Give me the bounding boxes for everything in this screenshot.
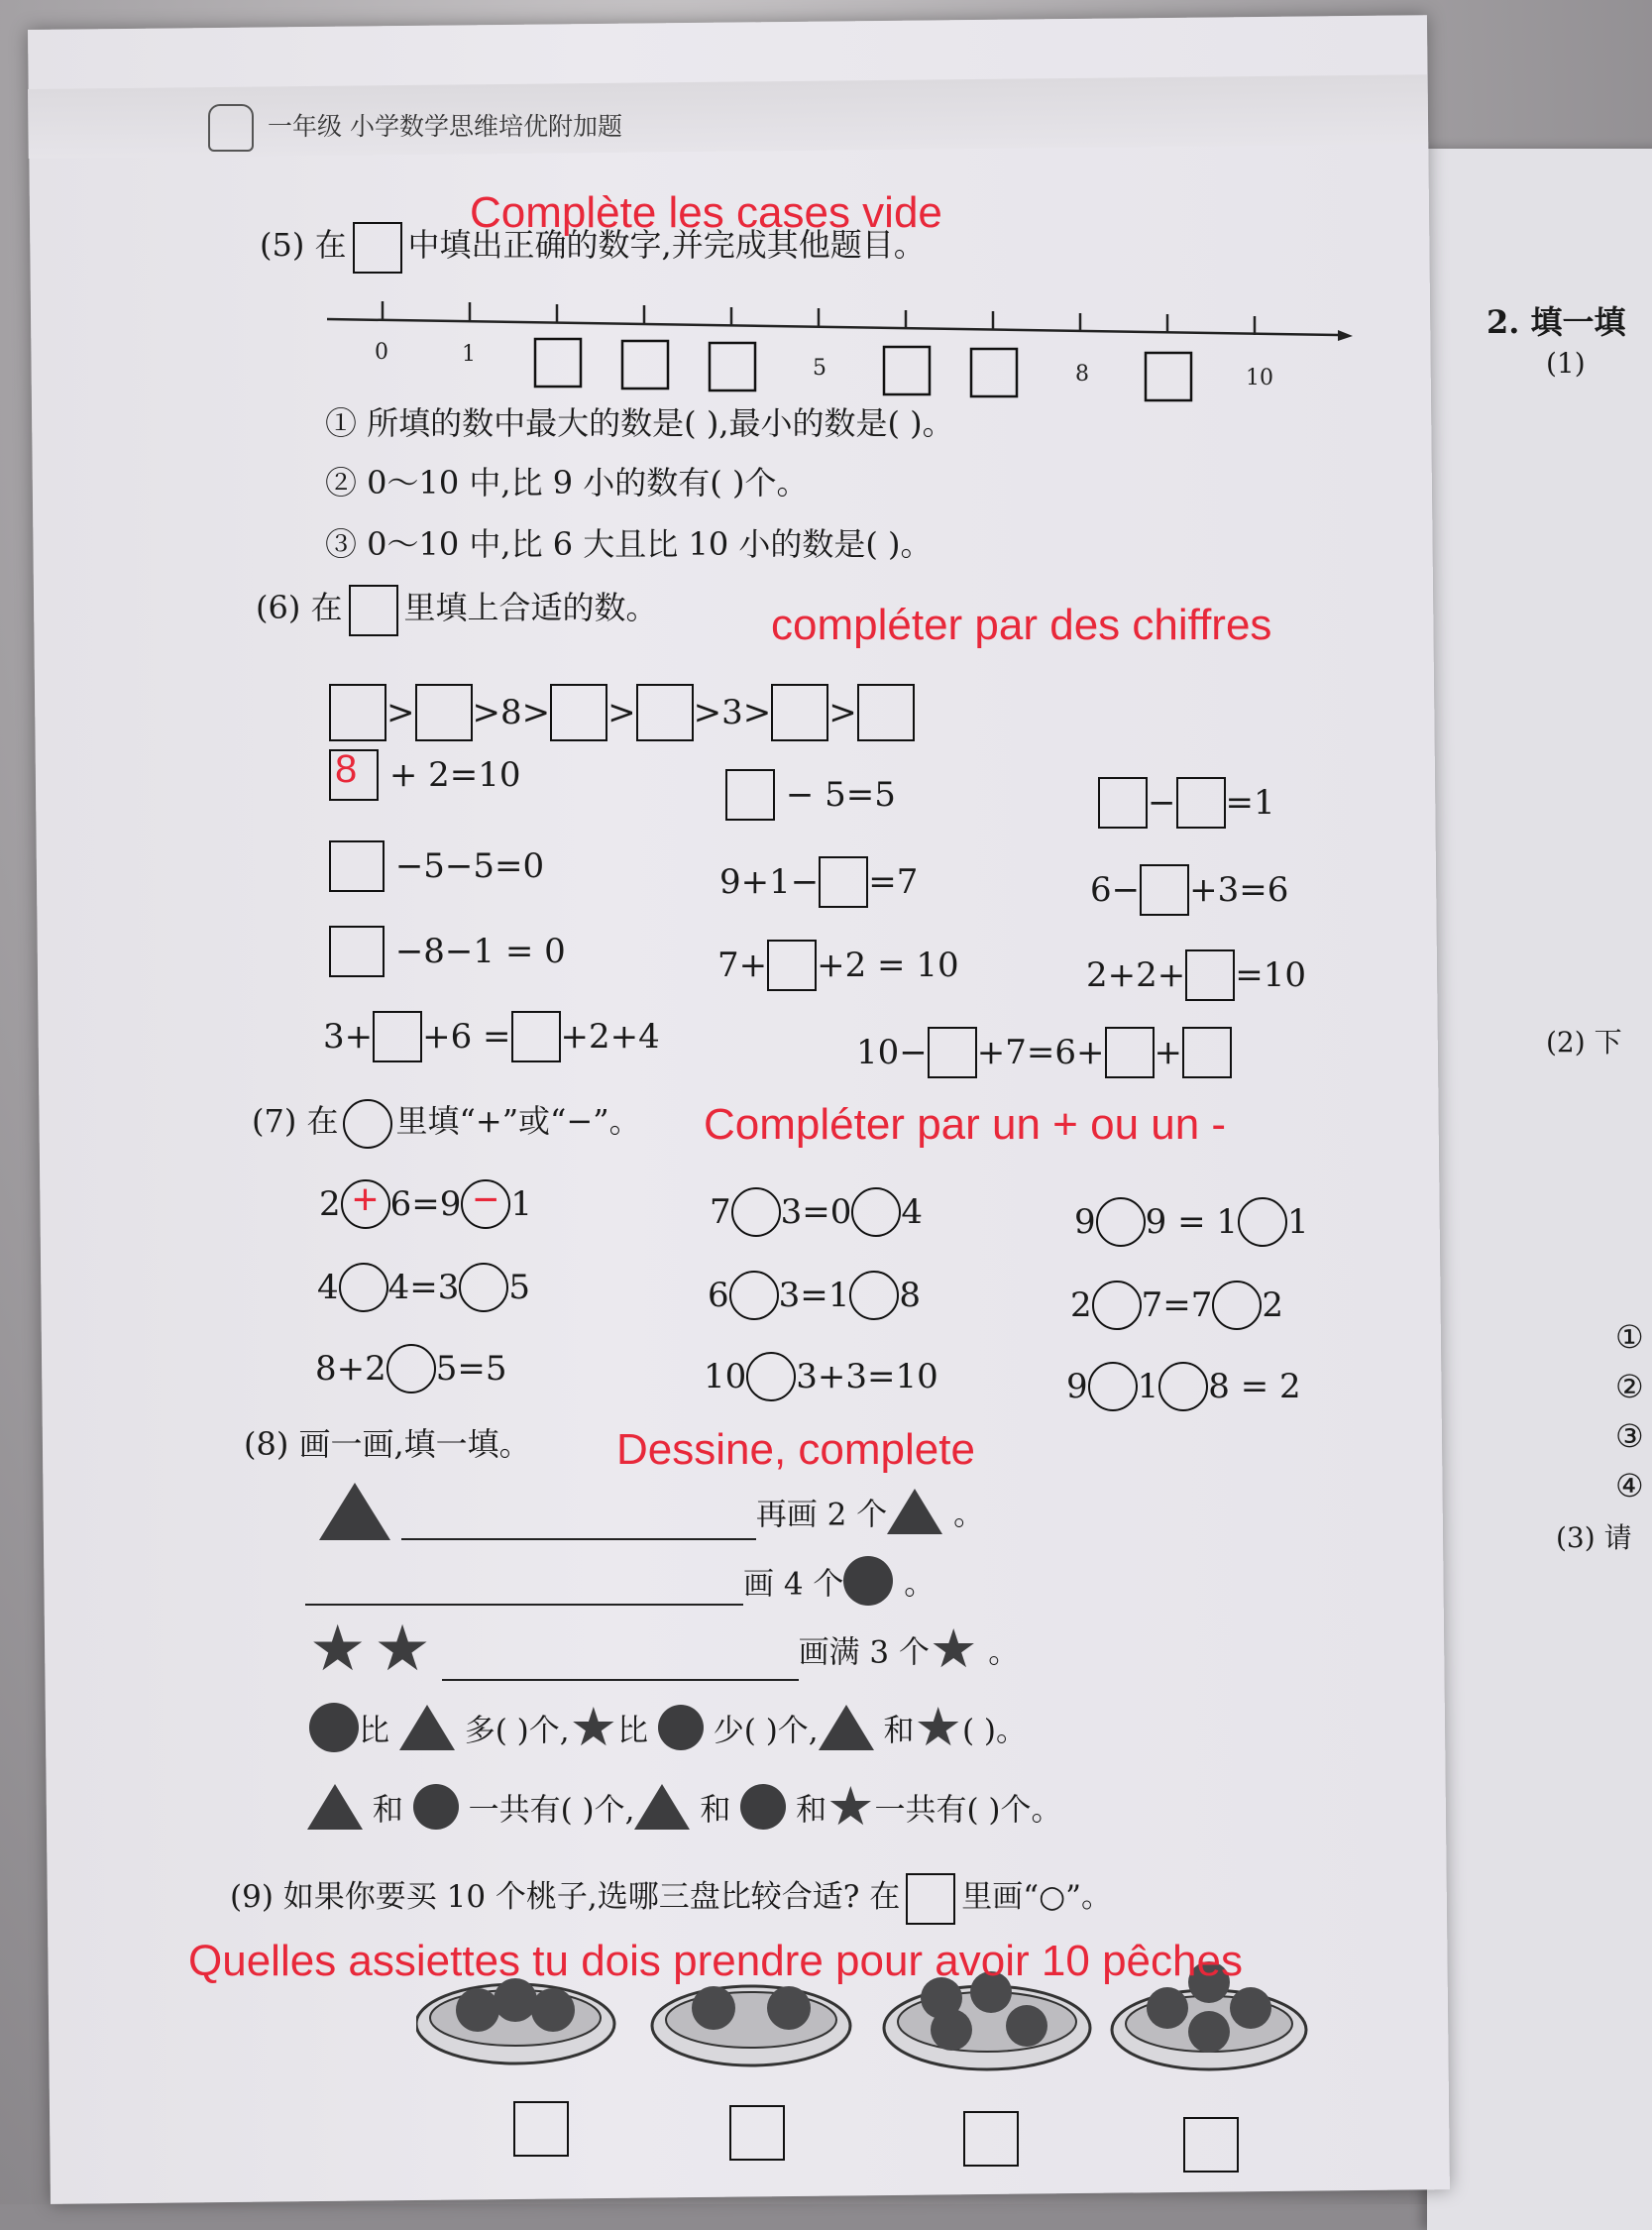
equation-text: 9+1− [719,862,820,902]
q9-prompt [230,1871,1112,1925]
draw-line-1 [319,1483,984,1540]
q6-instruction: 里填上合适的数。 [403,589,658,626]
equation-6 [1090,864,1288,916]
sign-circle[interactable] [731,1187,781,1237]
peach-icon [1188,2011,1230,2053]
line-box-6[interactable] [884,347,930,394]
answer-box[interactable] [857,684,915,741]
q5-prompt [260,220,926,274]
eq-text: 7 [710,1192,731,1232]
draw-line-3 [309,1613,1020,1686]
sign-circle[interactable] [1092,1281,1142,1330]
text: 和 [700,1792,731,1829]
equation-text: 6− [1090,870,1141,910]
example-circle [343,1099,392,1149]
equation-3 [1098,777,1275,829]
answer-box[interactable] [636,684,694,741]
plate-3-box[interactable] [963,2111,1019,2167]
answer-box[interactable] [415,684,473,741]
triangle-icon [887,1489,942,1534]
annotation-q6: compléter par des chiffres [771,601,1272,649]
equation-text: 7+ [717,946,768,985]
right-page-sub2: (2) 下 [1546,1026,1622,1059]
sign-circle[interactable] [339,1263,388,1312]
text: 和 [883,1713,915,1749]
answer-box[interactable] [771,684,828,741]
q7-prompt [252,1096,641,1149]
circle-icon [309,1703,359,1752]
eq-text: 3=0 [780,1192,852,1232]
peach-icon [456,1988,499,2032]
gt-sign: > [828,693,857,732]
right-q-title: 填一填 [1530,303,1626,341]
equation-text: =10 [1235,955,1307,995]
equation-5 [719,856,918,908]
book-header [208,104,622,152]
text: 一共有( )个, [468,1792,635,1829]
peach-icon [931,2009,972,2051]
number-line-arrow [1338,330,1353,341]
answer-box-filled[interactable] [329,749,379,801]
eq-text: 2 [1070,1285,1092,1325]
compare-line-1 [309,1696,1027,1758]
right-page-q2 [1487,297,1626,343]
right-mark-2: ② [1615,1368,1644,1405]
q6-prompt [256,583,658,636]
right-mark-1: ① [1615,1318,1644,1356]
eq-text: 2 [319,1184,341,1224]
gt-sign: > [693,693,722,732]
annotation-q9: Quelles assiettes tu dois prendre pour avoir 10 pêches [188,1937,1243,1985]
right-page-sub3: (3) 请 [1556,1521,1632,1554]
q8-number: (8) [244,1425,289,1463]
peach-icon [1006,2005,1047,2047]
sign-circle[interactable] [1158,1362,1208,1411]
text: 多( )个, [464,1713,570,1749]
tick-label-10: 10 [1246,366,1273,390]
equation-1 [329,749,521,801]
number-3: 3 [721,693,743,732]
triangle-icon [399,1705,455,1750]
eq-text: 9 = 1 [1145,1202,1239,1242]
triangle-icon [319,1483,390,1540]
line-box-2[interactable] [535,339,581,387]
eq-text: 5=5 [435,1349,507,1389]
eq-text: 6=9 [389,1184,462,1224]
gt-sign: > [472,693,500,732]
gt-sign: > [607,693,636,732]
annotation-q5: Complète les cases vide [470,188,942,237]
eq-text: 3=1 [778,1276,850,1315]
answer-box[interactable] [767,940,817,991]
right-q-number: 2. [1487,303,1520,341]
eq-text: 1 [1287,1202,1309,1242]
period: 。 [904,1566,936,1603]
instruction-text: 再画 2 个 [755,1497,888,1533]
answer-box[interactable] [819,856,868,908]
sign-circle[interactable] [1212,1281,1262,1330]
example-box [906,1873,955,1925]
eq-text: 8 = 2 [1208,1367,1301,1406]
tick-label-0: 0 [375,340,388,365]
sign-circle[interactable] [1238,1197,1287,1247]
answer-box[interactable] [329,926,385,977]
instruction-text: 画满 3 个 [798,1634,930,1671]
q5-instruction: 中填出正确的数字,并完成其他题目。 [407,226,926,264]
answer-box[interactable] [511,1011,561,1062]
circle-icon [740,1784,786,1830]
triangle-icon [307,1784,363,1830]
eq-text: 9 [1066,1367,1088,1406]
answer-box[interactable] [550,684,607,741]
plate-2-box[interactable] [729,2105,785,2161]
example-box [353,222,402,274]
peach-icon [692,1986,735,2030]
star-icon: ★ [826,1775,875,1838]
q5-sub2: ② 0～10 中,比 9 小的数有( )个。 [325,464,809,502]
inequality-chain [329,684,915,741]
plate-2 [652,1986,850,2065]
eq-text: 10 [704,1357,747,1396]
number-8: 8 [500,693,522,732]
eq-text: 6 [708,1276,729,1315]
answer-box[interactable] [1140,864,1189,916]
equation-text: −5−5=0 [394,846,545,886]
star-icon: ★ [930,1617,978,1680]
answer-box[interactable] [1183,2117,1239,2173]
annotation-q7: Compléter par un + ou un - [704,1100,1227,1149]
star-icon: ★ [374,1613,431,1686]
star-icon: ★ [309,1613,367,1686]
equation-text: 10− [856,1033,928,1072]
equation-text: + 2=10 [388,755,521,795]
plate-1-box[interactable] [513,2101,569,2157]
equation-text: 2+2+ [1086,955,1186,995]
eq-text: 1 [1137,1367,1159,1406]
equation-text: =1 [1225,783,1275,823]
period: 。 [988,1634,1020,1671]
sign-circle-filled[interactable] [341,1175,390,1229]
q9-text: 如果你要买 10 个桃子,选哪三盘比较合适? 在 [282,1879,901,1915]
q5-sub3: ③ 0～10 中,比 6 大且比 10 小的数是( )。 [325,525,933,563]
eq-text: 8+2 [315,1349,386,1389]
sign-circle[interactable] [1088,1362,1138,1411]
plate-4-box[interactable] [1183,2117,1239,2173]
text: 和 [372,1792,403,1829]
instruction-text: 画 4 个 [743,1566,844,1603]
equation-7 [329,926,566,977]
q9-instruction: 里画“○”。 [961,1879,1113,1915]
handwritten-plus: + [352,1175,379,1224]
circle-icon [658,1705,704,1750]
line-box-7[interactable] [971,349,1017,396]
number-line-axis [327,319,1338,335]
example-box [349,585,398,636]
equation-text: 3+ [323,1017,374,1057]
equation-text: +7=6+ [976,1033,1105,1072]
tick-label-1: 1 [462,342,476,367]
equation-text: +2 = 10 [817,946,959,985]
q7-number: (7) [252,1102,297,1140]
star-icon: ★ [569,1696,618,1758]
answer-box[interactable] [928,1027,977,1078]
equation-11 [856,1027,1232,1078]
backpack-icon [208,104,254,152]
sign-circle[interactable] [851,1187,901,1237]
circle-icon [843,1556,893,1606]
equation-text: +2+4 [560,1017,660,1057]
header-title: 一年级 小学数学思维培优附加题 [268,112,622,141]
q6-pre: 在 [310,589,343,626]
eq-text: 1 [510,1184,533,1224]
equation-text: + [1154,1033,1182,1072]
text: ( )。 [961,1713,1027,1749]
answer-box[interactable] [1185,949,1235,1001]
peach-icon [531,1988,575,2032]
answer-box[interactable] [963,2111,1019,2167]
answer-box[interactable] [1176,777,1226,829]
equation-text: − 5=5 [785,775,896,815]
equation-10 [323,1011,660,1062]
answer-box[interactable] [513,2101,569,2157]
annotation-q8: Dessine, complete [616,1425,975,1474]
sign-eq-4 [317,1263,530,1312]
plate-1 [416,1978,614,2063]
drawing-line[interactable] [401,1503,756,1540]
sign-eq-3 [1074,1197,1309,1247]
equation-9 [1086,949,1306,1001]
eq-text: 4 [901,1192,924,1232]
answer-box[interactable] [729,2105,785,2161]
eq-text: 8 [899,1276,922,1315]
line-box-4[interactable] [710,343,755,390]
gt-sign: > [742,693,772,732]
equation-text: − [1148,783,1176,823]
sign-eq-6 [1070,1281,1283,1330]
equation-2 [725,769,896,821]
right-page-sub1: (1) [1546,347,1586,380]
text: 少( )个, [713,1713,819,1749]
peach-icon [1147,1987,1188,2029]
star-icon: ★ [914,1696,962,1758]
draw-line-2 [305,1556,935,1606]
text: 和 [796,1792,827,1829]
equation-text: −8−1 = 0 [394,932,566,971]
right-mark-4: ④ [1615,1467,1644,1505]
q8-prompt [244,1419,531,1465]
gt-sign: > [521,693,551,732]
sign-circle[interactable] [386,1344,436,1394]
period: 。 [953,1497,985,1533]
q7-instruction: 里填“+”或“−”。 [395,1102,641,1140]
drawing-line[interactable] [305,1568,743,1606]
eq-text: 9 [1074,1202,1096,1242]
eq-text: 4 [317,1268,339,1307]
answer-box[interactable] [329,684,386,741]
tick-label-5: 5 [813,356,826,381]
answer-box[interactable] [725,769,775,821]
peach-icon [1230,1987,1271,2029]
answer-box[interactable] [1098,777,1148,829]
line-box-3[interactable] [622,341,668,389]
q5-pre: 在 [314,226,347,264]
q9-number: (9) [230,1879,274,1915]
sign-circle[interactable] [849,1271,899,1320]
triangle-icon [634,1784,690,1830]
answer-box[interactable] [1105,1027,1155,1078]
eq-text: 7=7 [1141,1285,1213,1325]
gt-sign: > [386,693,415,732]
sign-circle[interactable] [746,1352,796,1401]
sign-eq-8 [704,1352,938,1401]
compare-line-2 [307,1775,1062,1838]
tick-label-8: 8 [1075,362,1089,387]
sign-circle-filled[interactable] [461,1175,510,1229]
eq-text: 4=3 [387,1268,460,1307]
peach-icon [767,1986,811,2030]
drawing-line[interactable] [442,1643,799,1681]
equation-text: +6 = [422,1017,511,1057]
q8-title: 画一画,填一填。 [298,1425,531,1463]
equation-text: =7 [868,862,919,902]
eq-text: 2 [1262,1285,1284,1325]
sign-circle[interactable] [729,1271,779,1320]
sign-eq-5 [708,1271,921,1320]
circle-icon [413,1784,459,1830]
sign-circle[interactable] [459,1263,508,1312]
triangle-icon [819,1705,874,1750]
eq-text: 3+3=10 [796,1357,938,1396]
text: 比 [359,1713,389,1749]
eq-text: 5 [508,1268,531,1307]
right-mark-3: ③ [1615,1417,1644,1455]
handwritten-minus: − [473,1175,499,1224]
sign-eq-2 [710,1187,923,1237]
answer-box[interactable] [373,1011,422,1062]
handwritten-8: 8 [335,747,358,791]
line-box-9[interactable] [1146,353,1191,400]
equation-text: +3=6 [1189,870,1289,910]
equation-4 [329,840,544,892]
q7-pre: 在 [306,1102,339,1140]
equation-8 [717,940,959,991]
number-line [317,287,1358,406]
q5-number: (5) [260,226,305,264]
q6-number: (6) [256,589,301,626]
text: 比 [617,1713,649,1749]
sign-circle[interactable] [1096,1197,1146,1247]
sign-eq-9 [1066,1362,1301,1411]
sign-eq-7 [315,1344,507,1394]
right-page [1427,149,1652,2230]
answer-box[interactable] [329,840,385,892]
q5-sub1: ① 所填的数中最大的数是( ),最小的数是( )。 [325,404,954,442]
answer-box[interactable] [1182,1027,1232,1078]
sign-eq-1 [319,1175,533,1229]
text: 一共有( )个。 [874,1792,1062,1829]
